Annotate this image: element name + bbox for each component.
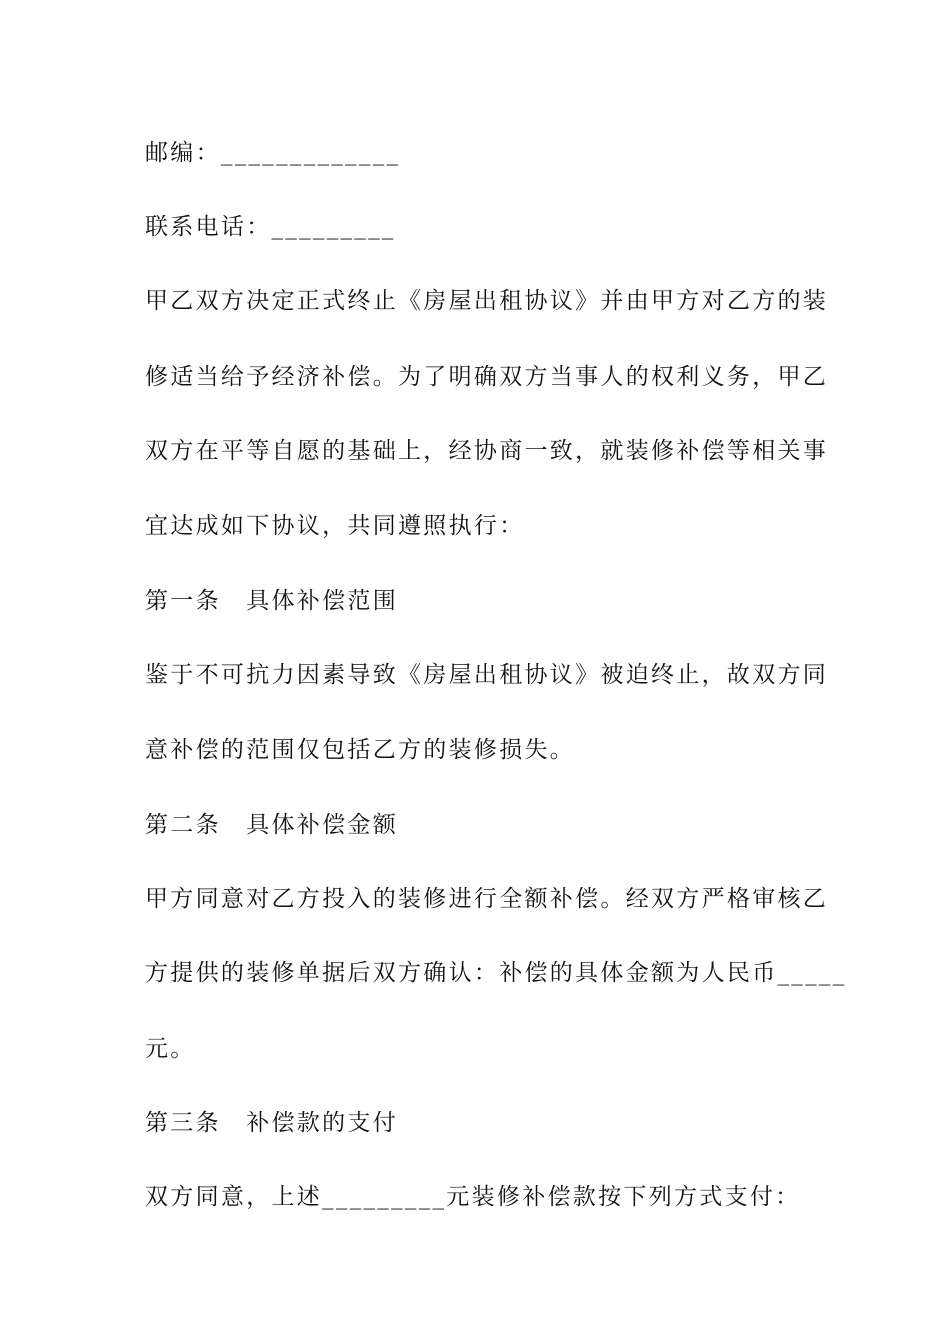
paragraph-line: 甲乙双方决定正式终止《房屋出租协议》并由甲方对乙方的装 (145, 288, 829, 314)
paragraph-line: 甲方同意对乙方投入的装修进行全额补偿。经双方严格审核乙 (145, 886, 829, 912)
postcode-line: 邮编：_____________ (145, 140, 401, 166)
article-heading: 第一条 具体补偿范围 (145, 588, 398, 614)
paragraph-line: 宜达成如下协议，共同遵照执行： (145, 513, 525, 539)
paragraph-line: 双方同意，上述_________元装修补偿款按下列方式支付： (145, 1184, 801, 1210)
paragraph-line: 修适当给予经济补偿。为了明确双方当事人的权利义务，甲乙 (145, 364, 829, 390)
phone-line: 联系电话：_________ (145, 214, 396, 240)
paragraph-line: 鉴于不可抗力因素导致《房屋出租协议》被迫终止，故双方同 (145, 662, 829, 688)
paragraph-line: 意补偿的范围仅包括乙方的装修损失。 (145, 737, 576, 763)
article-heading: 第二条 具体补偿金额 (145, 812, 398, 838)
paragraph-line: 双方在平等自愿的基础上，经协商一致，就装修补偿等相关事 (145, 438, 829, 464)
paragraph-line: 方提供的装修单据后双方确认：补偿的具体金额为人民币_____ (145, 960, 847, 986)
article-heading: 第三条 补偿款的支付 (145, 1110, 398, 1136)
paragraph-line: 元。 (145, 1036, 196, 1062)
